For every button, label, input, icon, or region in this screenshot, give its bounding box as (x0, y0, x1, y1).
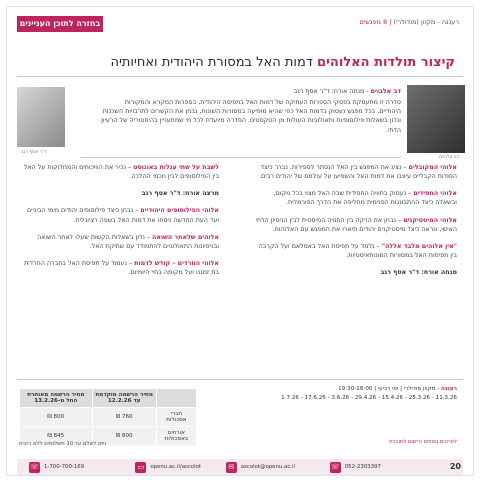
schedule-dates: 11.3.26 - 25.3.26 - 15.4.26 - 29.4.26 - 3.6.26 - 17.6.26 - 1.7.26 (281, 394, 457, 401)
guest-lecturer: מנחה אורח: ד"ר אסף רגב (380, 269, 457, 276)
session-item: "אין אלוהים מלבד אללה" – נלמד על תפיסת האל באסלאם ועל הקרבה בין תפיסות האל במסורות המונותאיסטיות. (258, 242, 457, 259)
schedule-divider (17, 379, 463, 380)
table-row: אורחים באסכולות 800 ₪ 845 ₪ (20, 427, 197, 446)
top-bar (17, 16, 463, 32)
breadcrumb-location: רעננה - מקוון (מודולרי) (393, 18, 459, 26)
schedule-details: - מקוון מודולרי | ימי רביעי | 19:30-18:00 (338, 386, 441, 392)
session-item: לשבת על שתי עגלות באוגוסט – נכיר את הוויכוחים והמחלוקות על האל בין הפילוסופים לבין חכמי ההלכה. (23, 164, 219, 181)
speaker-photo-left (17, 87, 65, 147)
mail-icon: ✉ (226, 462, 237, 473)
phone-icon: ☏ (330, 462, 340, 471)
page (6, 6, 474, 476)
intro-speakers: דב אלבוים (370, 88, 401, 95)
session-item: אלוהי המקובלים – נציג את המפגש בין האל הנסתר לספירות, נברר כיצד הסודות הקבליים עיצבו את דמות האל והשפיעו על עולמם של יהודים רבים. (259, 164, 457, 181)
breadcrumb-separator: | (389, 18, 392, 26)
session-item: אלוהי הפילוסופים היהודיים – נבחן כיצד פילוסופים יהודים מימי הביניים ועד העת החדשה ניסחו את דמות האל בשפה רציונלית. (26, 207, 219, 224)
session-item: אלוהי המיסטיקנים – נבחן את הזיקה בין החוויה המיסטית לבין הניסיון הדתי האישי, ונראה כיצד מיסטיקנים יהודים תיארו את המפגש עם האלוהות. (255, 216, 457, 233)
speaker-photo-right (407, 85, 465, 153)
photo-caption-right: דב אלבוים (439, 155, 459, 160)
title-rest: דמות האל במסורת היהודית ואחיותיה (110, 55, 313, 70)
schedule-info (247, 385, 457, 403)
registration-note: לפרטים נוספים ורישום לתוכנית (389, 439, 457, 445)
session-item: אלוהי החרדים – קודש לדמות – נעמוד על תפיסת האל בחברה החרדית בת זמננו ועל מקומה בחיי היומיום. (24, 259, 219, 276)
footer-email[interactable]: ✉ ascolot@openu.ac.il (226, 459, 295, 475)
photo-caption-left: ד"ר אסף רגב (21, 150, 47, 155)
sessions-column-right (251, 163, 457, 285)
breadcrumb (359, 18, 459, 26)
phone-icon: ☏ (30, 462, 39, 471)
table-row: חברי אסכולות 760 ₪ 800 ₪ (20, 408, 197, 427)
page-number: 20 (449, 462, 461, 471)
footer-phone-mobile[interactable]: ☏ 052-2303397 (330, 462, 381, 471)
intro-speakers-rest: - מנחה אורח: ד"ר אסף רגב (293, 88, 369, 95)
breadcrumb-count: 8 מפגשים (359, 18, 388, 26)
session-item: אלוהים שלאחר השואה – נדון בשאלות הקשות שעלו לאחר השואה ובניסיונות התאולוגיים להתמודד עם שתיקת האל. (37, 233, 219, 250)
title-divider (17, 76, 463, 77)
price-table-header: מחיר הרשמה מוקדמת עד 12.2.26 מחיר הרשמה מאוחרת החל מ-13.2.26 (20, 389, 197, 408)
laptop-icon: ▭ (135, 462, 146, 473)
page-title (110, 55, 455, 70)
footer-website[interactable]: ▭ openu.ac.il/ascolot (135, 459, 201, 475)
footer-phone-service[interactable]: ☏ 1-700-700-169 (30, 462, 85, 471)
intro-body: סדרה זו מתעמקת בפסקי הספרות העתיקה של דמות האל בתפיסה היהודית, בספרות המקרא והמקורות היהודיים. בכל מפגש נעסוק בדמות האל כפי שהיא מופיעה במסורות השונות, נבחן את הקשרים לתרבויות השכנות ונדון בשאלות פילוסופיות ותאולוגיות העולות מן הטקסטים. הסדרה מיועדת לכל מי שמתעניין בהיסטוריה של הרעיון הדתי. (101, 99, 401, 134)
sessions-column-left (19, 163, 219, 285)
price-table (19, 388, 197, 446)
guest-lecturer: מרצה אורח: ד"ר אסף רגב (141, 190, 219, 198)
back-to-contents-button[interactable]: בחזרה לתוכן העניינים (17, 16, 103, 32)
intro-text (101, 87, 401, 135)
title-accent: קיצור תולדות האלוהים (317, 55, 455, 70)
session-item: אלוהי החסידים – נעסוק בחוויה החסידית שבה האל מצוי בכל מקום, ובשאלה כיצד ההתבוננות הפנימית מחליפה את הדרך הפורמלית. (273, 190, 457, 207)
payment-note: ניתן לשלם עד 10 תשלומים ללא ריבית (19, 441, 107, 447)
intro-divider (81, 157, 401, 158)
schedule-label: רעננה (440, 386, 457, 392)
